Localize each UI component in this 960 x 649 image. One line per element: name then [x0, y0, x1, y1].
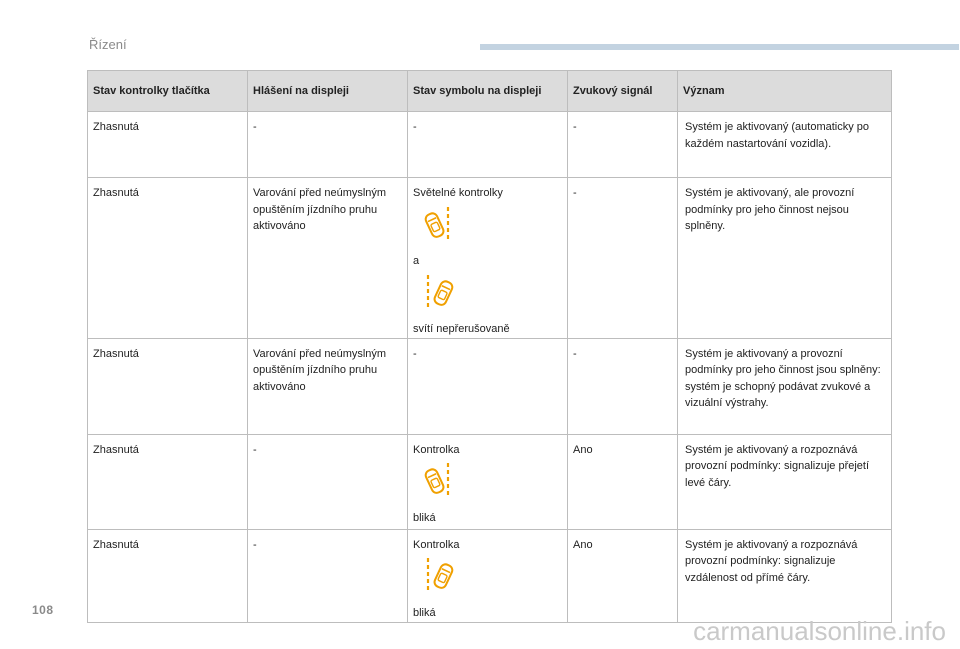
- cell-meaning: Systém je aktivovaný, ale provozní podmínky pro jeho činnost nejsou splněny.: [678, 178, 892, 339]
- cell-display-message: Varování před neúmyslným opuštěním jízdního pruhu aktivováno: [248, 338, 408, 434]
- col-header-display-message: Hlášení na displeji: [248, 71, 408, 112]
- col-header-button-state: Stav kontrolky tlačítka: [88, 71, 248, 112]
- col-header-symbol-state: Stav symbolu na displeji: [408, 71, 568, 112]
- symbol-state-note: svítí nepřerušovaně: [413, 323, 510, 335]
- cell-sound: Ano: [568, 434, 678, 529]
- lane-departure-right-icon: [424, 206, 562, 248]
- header-accent-bar: [480, 44, 959, 50]
- lane-departure-left-icon: [424, 274, 562, 316]
- cell-button-state: Zhasnutá: [88, 112, 248, 178]
- cell-symbol-state: [408, 178, 568, 339]
- cell-meaning: Systém je aktivovaný (automaticky po každém nastartování vozidla).: [678, 112, 892, 178]
- cell-symbol-state: [408, 434, 568, 529]
- table-row: [88, 529, 892, 622]
- cell-symbol-state: -: [408, 112, 568, 178]
- cell-display-message: Varování před neúmyslným opuštěním jízdního pruhu aktivováno: [248, 178, 408, 339]
- cell-meaning: Systém je aktivovaný a provozní podmínky pro jeho činnost jsou splněny: systém je schopný podávat zvukové a vizuální výstrahy.: [678, 338, 892, 434]
- cell-symbol-state: -: [408, 338, 568, 434]
- section-title: Řízení: [89, 37, 127, 52]
- cell-button-state: Zhasnutá: [88, 178, 248, 339]
- cell-display-message: -: [248, 529, 408, 622]
- cell-button-state: Zhasnutá: [88, 529, 248, 622]
- cell-display-message: -: [248, 434, 408, 529]
- symbol-state-note: bliká: [413, 511, 436, 524]
- lane-departure-right-icon: [424, 462, 562, 504]
- symbol-state-note: bliká: [413, 606, 436, 619]
- warning-status-table: [87, 70, 892, 623]
- cell-symbol-state: [408, 529, 568, 622]
- cell-sound: -: [568, 338, 678, 434]
- cell-display-message: -: [248, 112, 408, 178]
- col-header-sound: Zvukový signál: [568, 71, 678, 112]
- col-header-meaning: Význam: [678, 71, 892, 112]
- cell-sound: -: [568, 112, 678, 178]
- cell-meaning: Systém je aktivovaný a rozpoznává provozní podmínky: signalizuje vzdálenost od přímé čáry.: [678, 529, 892, 622]
- symbol-state-title: Světelné kontrolky: [413, 187, 503, 199]
- watermark: carmanualsonline.info: [693, 616, 946, 646]
- cell-sound: Ano: [568, 529, 678, 622]
- table-row: [88, 112, 892, 178]
- table-row: [88, 178, 892, 339]
- symbol-state-title: Kontrolka: [413, 538, 460, 551]
- page-number: 108: [32, 603, 54, 617]
- cell-meaning: Systém je aktivovaný a rozpoznává provozní podmínky: signalizuje přejetí levé čáry.: [678, 434, 892, 529]
- table-header-row: [88, 71, 892, 112]
- cell-button-state: Zhasnutá: [88, 434, 248, 529]
- cell-button-state: Zhasnutá: [88, 338, 248, 434]
- lane-departure-left-icon: [424, 557, 562, 599]
- table-row: [88, 434, 892, 529]
- cell-sound: -: [568, 178, 678, 339]
- symbol-connector: a: [413, 255, 420, 267]
- symbol-state-title: Kontrolka: [413, 443, 460, 456]
- table-row: [88, 338, 892, 434]
